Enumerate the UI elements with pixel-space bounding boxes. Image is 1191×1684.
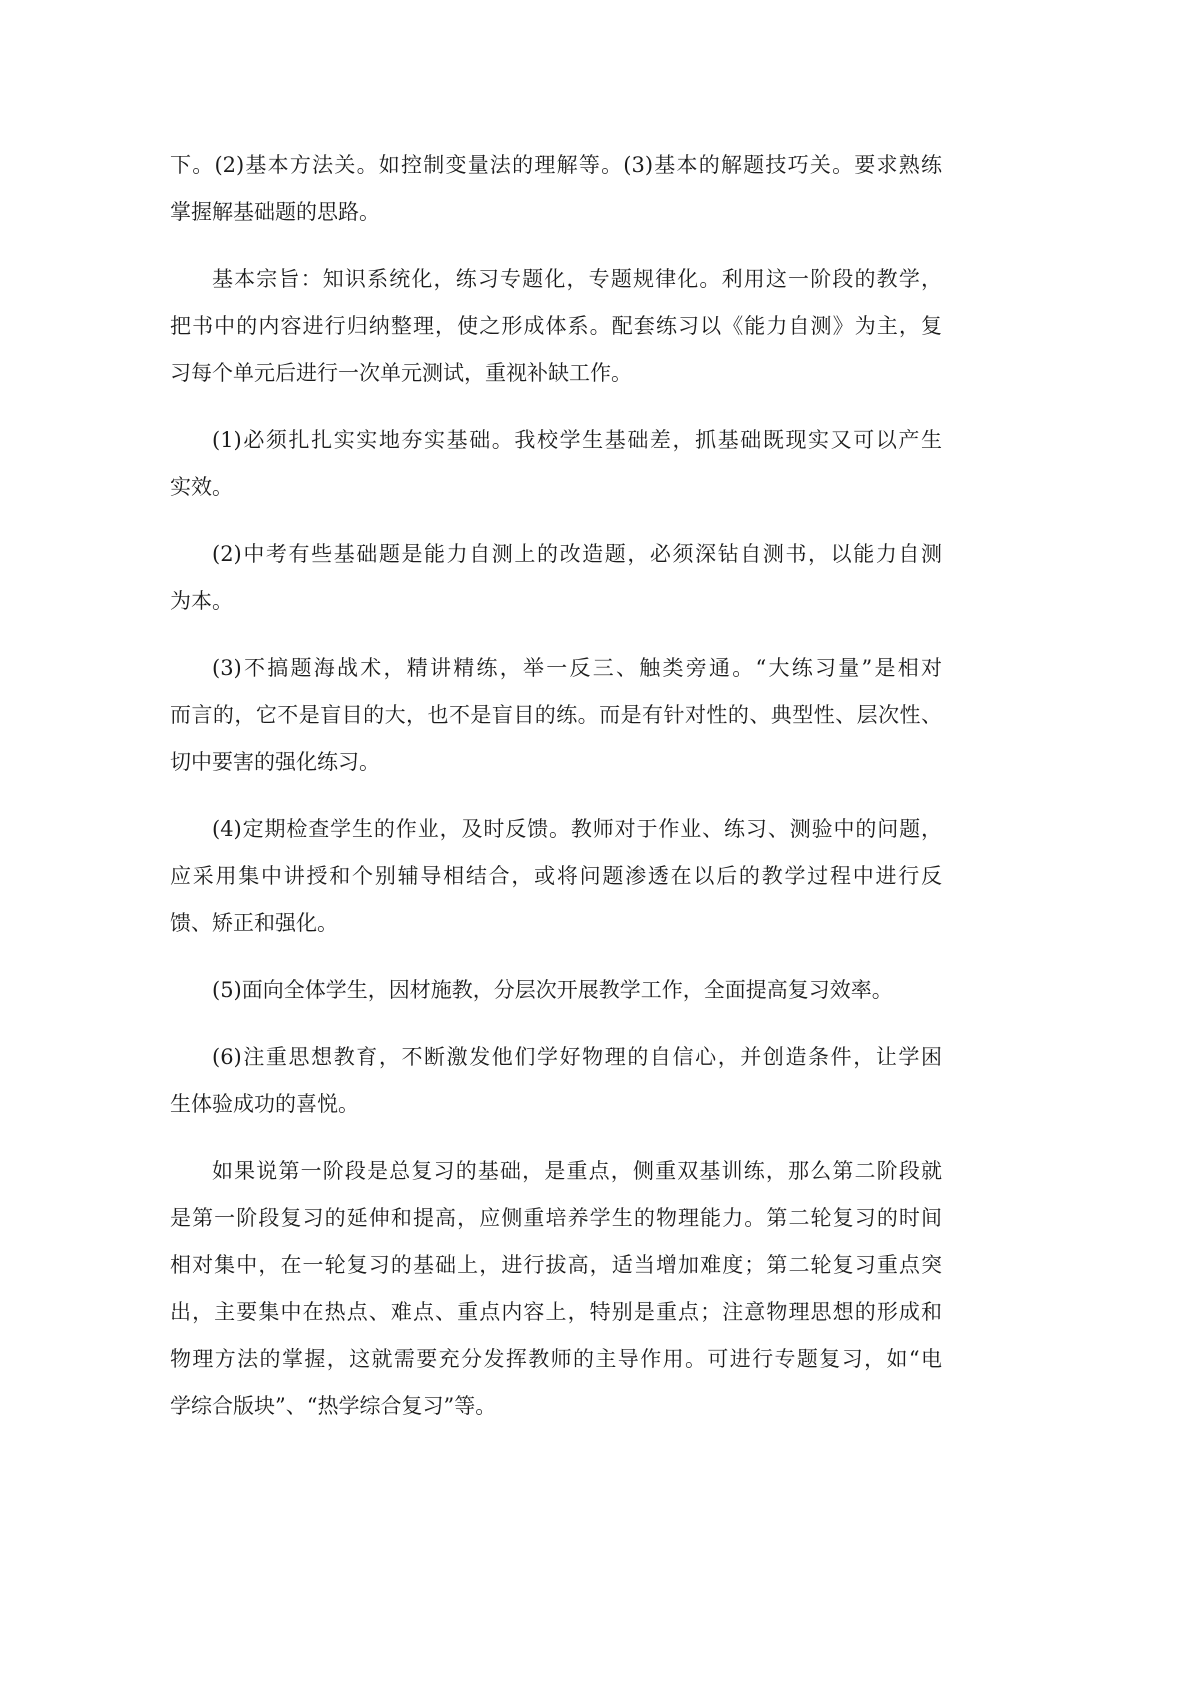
text-line: 基本宗旨：知识系统化，练习专题化，专题规律化。利用这一阶段的教学，	[212, 267, 942, 291]
text-line: 为本。	[170, 589, 233, 613]
paragraph-basic-purpose	[170, 256, 942, 397]
paragraph-item-2	[170, 531, 942, 625]
text-line: 切中要害的强化练习。	[170, 750, 380, 774]
text-line: 掌握解基础题的思路。	[170, 200, 380, 224]
text-line: 学综合版块”、“热学综合复习”等。	[170, 1394, 497, 1418]
text-line: 物理方法的掌握，这就需要充分发挥教师的主导作用。可进行专题复习，如“电	[170, 1347, 942, 1371]
text-line: 相对集中，在一轮复习的基础上，进行拔高，适当增加难度；第二轮复习重点突	[170, 1253, 942, 1277]
paragraph-item-6	[170, 1034, 942, 1128]
text-line: 下。(2)基本方法关。如控制变量法的理解等。(3)基本的解题技巧关。要求熟练	[170, 153, 942, 177]
text-line: (6)注重思想教育，不断激发他们学好物理的自信心，并创造条件，让学困	[212, 1045, 942, 1069]
text-line: 应采用集中讲授和个别辅导相结合，或将问题渗透在以后的教学过程中进行反	[170, 864, 942, 888]
text-line: 如果说第一阶段是总复习的基础，是重点，侧重双基训练，那么第二阶段就	[212, 1159, 942, 1183]
text-line: 馈、矫正和强化。	[170, 911, 338, 935]
paragraph-continuation	[170, 142, 942, 236]
paragraph-second-stage	[170, 1148, 942, 1430]
paragraph-item-1	[170, 417, 942, 511]
paragraph-item-3	[170, 645, 942, 786]
text-line: 生体验成功的喜悦。	[170, 1092, 359, 1116]
text-line: 实效。	[170, 475, 233, 499]
paragraph-item-4	[170, 806, 942, 947]
text-line: 出，主要集中在热点、难点、重点内容上，特别是重点；注意物理思想的形成和	[170, 1300, 942, 1324]
text-line: 习每个单元后进行一次单元测试，重视补缺工作。	[170, 361, 632, 385]
text-line: 而言的，它不是盲目的大，也不是盲目的练。而是有针对性的、典型性、层次性、	[170, 703, 942, 727]
text-line: (1)必须扎扎实实地夯实基础。我校学生基础差，抓基础既现实又可以产生	[212, 428, 942, 452]
text-line: (2)中考有些基础题是能力自测上的改造题，必须深钻自测书，以能力自测	[212, 542, 942, 566]
text-line: (4)定期检查学生的作业，及时反馈。教师对于作业、练习、测验中的问题，	[212, 817, 942, 841]
text-line: (5)面向全体学生，因材施教，分层次开展教学工作，全面提高复习效率。	[212, 978, 893, 1002]
text-line: (3)不搞题海战术，精讲精练，举一反三、触类旁通。“大练习量”是相对	[212, 656, 942, 680]
document-body	[170, 142, 942, 1430]
paragraph-item-5	[170, 967, 942, 1014]
text-line: 是第一阶段复习的延伸和提高，应侧重培养学生的物理能力。第二轮复习的时间	[170, 1206, 942, 1230]
text-line: 把书中的内容进行归纳整理，使之形成体系。配套练习以《能力自测》为主，复	[170, 314, 942, 338]
